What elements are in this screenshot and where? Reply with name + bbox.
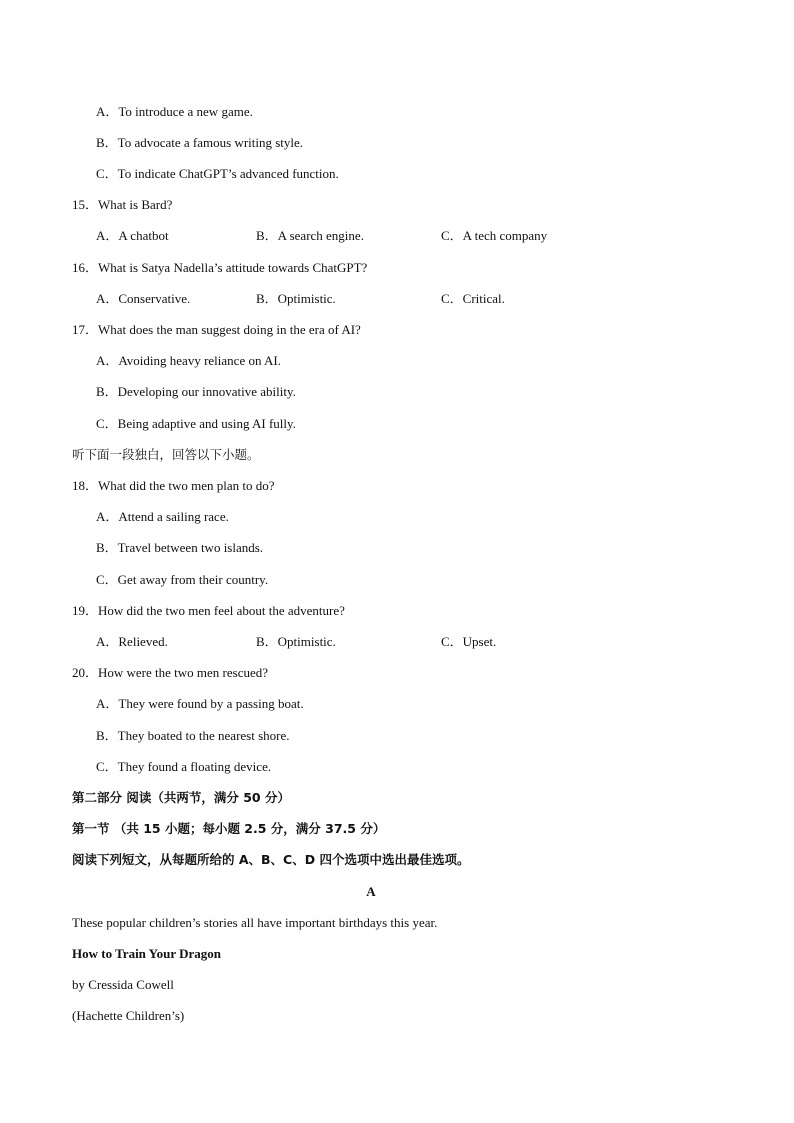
q18-option-a: A．Attend a sailing race. — [96, 509, 229, 524]
q14-option-b: B．To advocate a famous writing style. — [96, 135, 304, 150]
monologue-instruction: 听下面一段独白，回答以下小题。 — [72, 447, 260, 462]
q19-option-a: A．Relieved. — [96, 634, 168, 649]
reading-instruction: 阅读下列短文，从每题所给的 A、B、C、D 四个选项中选出最佳选项。 — [72, 852, 470, 867]
q17-option-a: A．Avoiding heavy reliance on AI. — [96, 353, 281, 368]
q20-option-b: B．They boated to the nearest shore. — [96, 728, 290, 743]
q14-option-c: C．To indicate ChatGPT’s advanced function. — [96, 166, 339, 181]
book-author: by Cressida Cowell — [72, 977, 174, 992]
part2-heading: 第二部分 阅读（共两节，满分 50 分） — [72, 790, 290, 805]
q15-option-c: C．A tech company — [441, 228, 548, 243]
q16-option-b: B．Optimistic. — [256, 291, 336, 306]
q15-stem: 15．What is Bard? — [72, 197, 173, 212]
q18-option-c: C．Get away from their country. — [96, 572, 269, 587]
q19-option-b: B．Optimistic. — [256, 634, 336, 649]
passage-label: A — [366, 884, 376, 899]
q17-stem: 17．What does the man suggest doing in the era of AI? — [72, 322, 361, 337]
q20-stem: 20．How were the two men rescued? — [72, 665, 269, 680]
q16-stem: 16．What is Satya Nadella’s attitude towards ChatGPT? — [72, 260, 368, 275]
q15-option-a: A．A chatbot — [96, 228, 169, 243]
q15-option-b: B．A search engine. — [256, 228, 364, 243]
q19-option-c: C．Upset. — [441, 634, 497, 649]
q17-option-b: B．Developing our innovative ability. — [96, 384, 296, 399]
book-title: How to Train Your Dragon — [72, 946, 222, 961]
passage-intro: These popular children’s stories all have important birthdays this year. — [72, 915, 438, 930]
q20-option-a: A．They were found by a passing boat. — [96, 696, 304, 711]
q18-stem: 18．What did the two men plan to do? — [72, 478, 275, 493]
q16-option-c: C．Critical. — [441, 291, 505, 306]
q18-option-b: B．Travel between two islands. — [96, 540, 264, 555]
q14-option-a: A．To introduce a new game. — [96, 104, 253, 119]
q20-option-c: C．They found a floating device. — [96, 759, 272, 774]
book-publisher: (Hachette Children’s) — [72, 1008, 185, 1023]
q19-stem: 19．How did the two men feel about the adventure? — [72, 603, 345, 618]
q17-option-c: C．Being adaptive and using AI fully. — [96, 416, 296, 431]
section1-heading: 第一节 （共 15 小题；每小题 2.5 分，满分 37.5 分） — [72, 821, 386, 836]
q16-option-a: A．Conservative. — [96, 291, 191, 306]
